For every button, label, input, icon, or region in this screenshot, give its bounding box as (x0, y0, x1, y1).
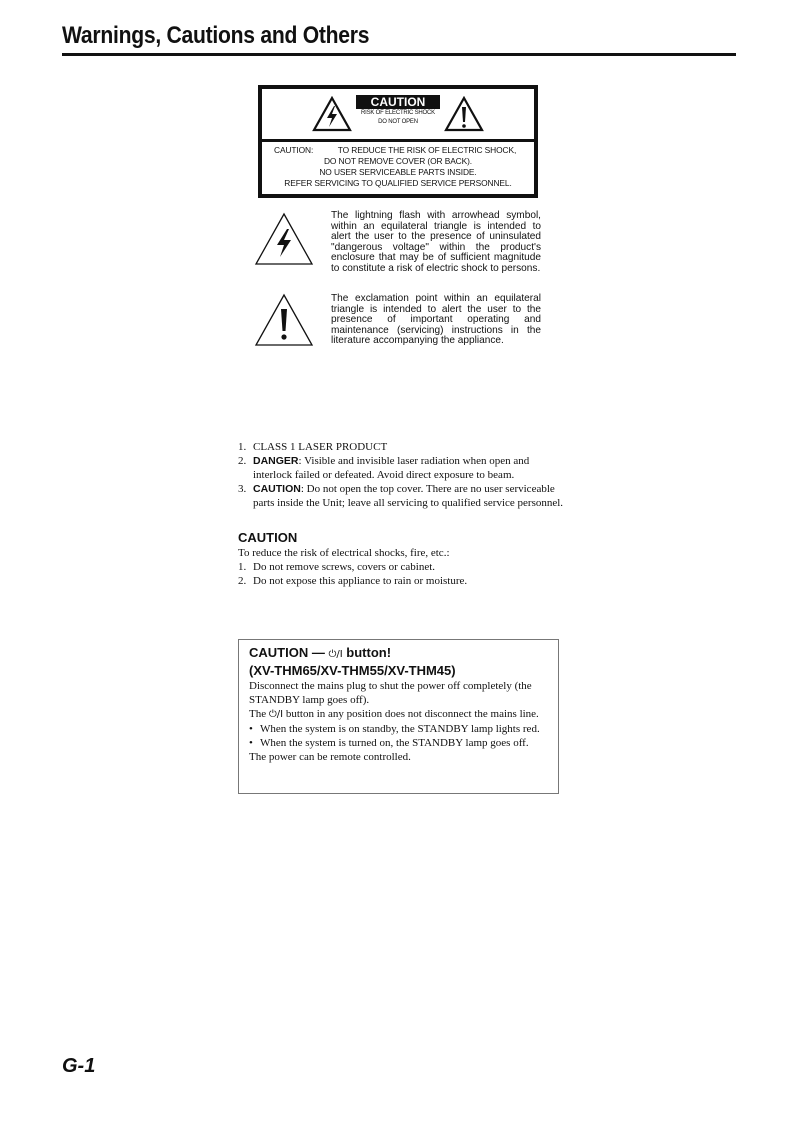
standby-footer: The power can be remote controlled. (249, 751, 411, 763)
caution-title: CAUTION (238, 530, 298, 545)
caution-label-prefix: CAUTION: (274, 145, 314, 155)
standby-line2-prefix: The (249, 708, 269, 720)
caution-item-text: Do not remove screws, covers or cabinet. (253, 561, 436, 573)
exclamation-triangle-icon (444, 96, 484, 132)
standby-bullet (249, 722, 549, 736)
danger-label: DANGER (253, 455, 299, 467)
standby-bullet-text: When the system is on standby, the STANDBY lamp lights red. (260, 723, 540, 735)
caution-label-caption: CAUTION (356, 95, 440, 109)
lightning-symbol-text: The lightning flash with arrowhead symbol, within an equilateral triangle is intended to alert the user to the presence of uninsulated "dangerous voltage" within the product's enclosure that may be of sufficient magnitude to constitute a risk of electric shock to persons. (331, 210, 541, 274)
exclamation-symbol-icon (254, 293, 314, 347)
caution-label-line2: DO NOT REMOVE COVER (OR BACK). (323, 156, 473, 166)
caution-label-line1 (262, 145, 534, 156)
laser-item-danger (238, 454, 568, 482)
laser-item-caution (238, 482, 568, 510)
standby-title-suffix: button! (342, 645, 392, 660)
standby-bullet (249, 736, 549, 750)
laser-item-text: : Visible and invisible laser radiation when open and interlock failed or defeated. Avoid direct exposure to beam. (253, 455, 530, 481)
list-number: 1. (238, 441, 247, 453)
page-heading: Warnings, Cautions and Others (62, 22, 370, 49)
power-standby-icon: ⏻/I (328, 649, 343, 660)
caution-item (238, 560, 568, 574)
caution-body (238, 546, 568, 588)
caution-label-sub1: RISK OF ELECTRIC SHOCK (361, 110, 435, 116)
caution-item (238, 574, 568, 588)
list-number: 2. (238, 455, 247, 467)
caution-intro: To reduce the risk of electrical shocks, fire, etc.: (238, 547, 450, 559)
standby-line2 (249, 707, 549, 722)
laser-item-text: : Do not open the top cover. There are no user serviceable parts inside the Unit; leave all servicing to qualified service personnel. (253, 483, 564, 509)
caution-label-line1-text: TO REDUCE THE RISK OF ELECTRIC SHOCK, (337, 145, 517, 155)
lightning-symbol-icon (254, 212, 314, 266)
caution-label-line3: NO USER SERVICEABLE PARTS INSIDE. (319, 167, 477, 177)
laser-item-class (238, 440, 568, 454)
page-number: G-1 (62, 1055, 96, 1077)
list-number: 1. (238, 561, 247, 573)
caution-item-text: Do not expose this appliance to rain or moisture. (253, 575, 468, 587)
standby-bullet-text: When the system is turned on, the STANDBY lamp goes off. (260, 737, 529, 749)
caution-label-center (356, 95, 440, 127)
laser-item-text: CLASS 1 LASER PRODUCT (253, 441, 388, 453)
exclamation-symbol-text: The exclamation point within an equilateral triangle is intended to alert the user to the presence of important operating and maintenance (servicing) instructions in the literature accompanying the appliance. (331, 293, 541, 346)
caution-label-top (262, 89, 534, 142)
heading-rule (62, 53, 736, 56)
list-number: 3. (238, 483, 247, 495)
standby-line1: Disconnect the mains plug to shut the power off completely (the STANDBY lamp goes off). (249, 680, 532, 706)
lightning-triangle-icon (312, 96, 352, 132)
power-standby-icon: ⏻/I (268, 709, 284, 720)
caution-label-text (262, 145, 534, 189)
standby-models: (XV-THM65/XV-THM55/XV-THM45) (249, 663, 456, 678)
standby-title-prefix: CAUTION — (249, 645, 329, 660)
bullet-icon: • (249, 737, 253, 749)
caution-label-line4: REFER SERVICING TO QUALIFIED SERVICE PERSONNEL. (284, 178, 512, 188)
caution-label-sub2: DO NOT OPEN (378, 119, 418, 125)
caution-label-inline: CAUTION (253, 483, 301, 495)
caution-label (258, 85, 538, 198)
bullet-icon: • (249, 723, 253, 735)
standby-caution-title (249, 645, 549, 679)
laser-list (238, 440, 568, 510)
standby-caution-box (238, 639, 559, 794)
standby-line2-suffix: button in any position does not disconnect the mains line. (283, 708, 539, 720)
list-number: 2. (238, 575, 247, 587)
